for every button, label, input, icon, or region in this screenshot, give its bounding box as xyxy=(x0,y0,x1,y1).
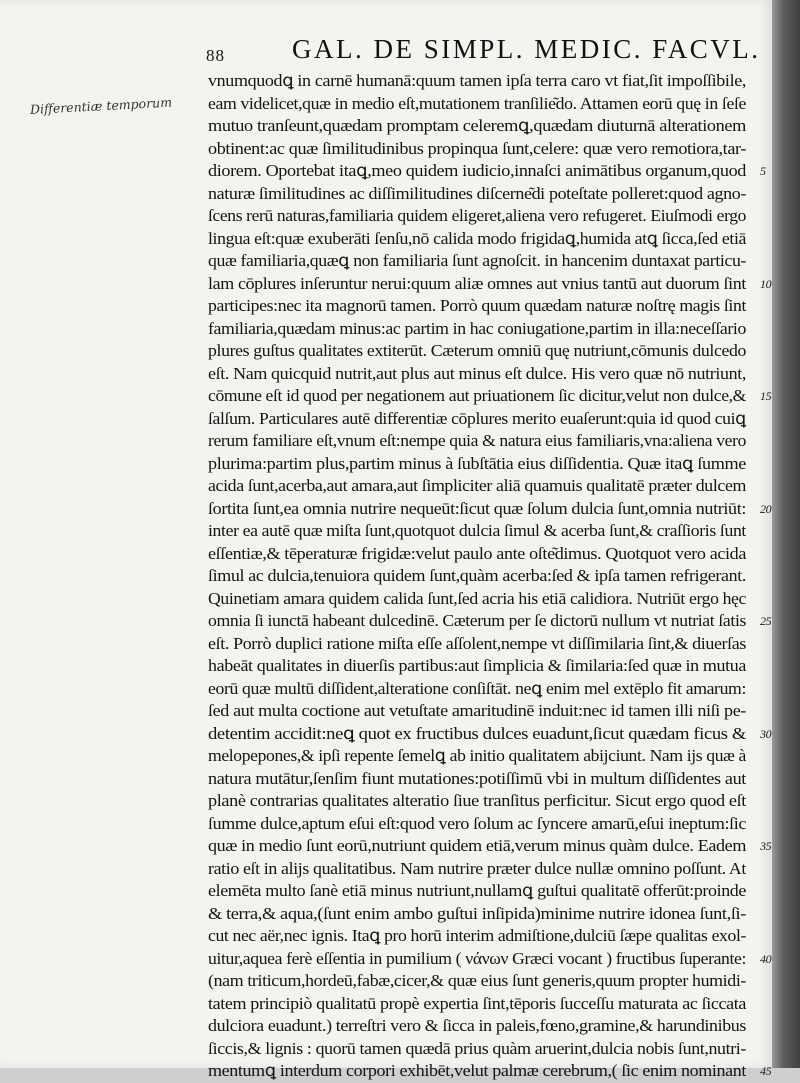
text-line xyxy=(208,138,756,161)
text-line-content: ratio eſt in alijs qualitatibus. Nam nutrire præter dulce nullæ omnino poſſunt. At xyxy=(208,858,746,878)
text-line xyxy=(208,948,772,971)
text-line xyxy=(208,880,756,903)
text-line-content: ſumme dulce,aptum eſui eſt:quod vero ſolum ac ſyncere amarū,eſui ineptum:ſic xyxy=(208,813,746,833)
text-line-content: plures guſtus qualitates extiterūt. Cæterum omniū quę nutriunt,cōmunis dulcedo xyxy=(208,341,746,360)
text-line xyxy=(208,160,766,183)
text-line-content: ſalſum. Particulares autē differentiæ cōplures merito euaſerunt:quia id quod cuiꝗ xyxy=(208,408,746,428)
text-line xyxy=(208,903,756,926)
text-line xyxy=(208,745,756,768)
text-line-content: tatem principiò qualitatū propè expertia ſint,tēporis ſucceſſu maturata ac ſiccata xyxy=(208,993,746,1013)
text-line-content: ſcens rerū naturas,familiaria quidem eligeret,aliena vero refugeret. Eiuſmodi ergo xyxy=(208,206,746,225)
text-line-content: planè contrarias qualitates alteratio ſiue tranſitus perficitur. Sicut ergo quod eſt xyxy=(208,791,746,810)
book-gutter-edge xyxy=(772,0,800,1068)
text-line xyxy=(208,498,772,521)
handwritten-margin-note: Differentiæ temporum xyxy=(29,94,173,117)
text-line-content: ſimul ac dulcia,tenuiora quidem ſunt,quàm acerba:ſed & ipſa tamen refrigerant. xyxy=(208,566,746,585)
text-line xyxy=(208,363,756,386)
text-line xyxy=(208,655,756,678)
text-line-content: eſſentiæ,& tēperaturæ frigidæ:velut paulo ante oſte͂dimus. Quotquot vero acida xyxy=(208,543,746,563)
text-line-content: eſt. Nam quicquid nutrit,aut plus aut minus eſt dulce. His vero quæ nō nutriunt, xyxy=(208,363,746,383)
line-number: 45 xyxy=(760,1064,772,1078)
text-line xyxy=(208,813,756,836)
text-line-content: elemēta multo ſanè etiā minus nutriunt,nullamꝗ guſtui qualitatē offerūt:proinde xyxy=(208,881,746,900)
text-line xyxy=(208,993,756,1016)
text-line-content: cut nec aër,nec ignis. Itaꝗ pro horū interim admiſtione,dulciū ſæpe qualitas exol- xyxy=(208,926,746,945)
text-line xyxy=(208,273,772,296)
text-line-content: rerum familiare eſt,vnum eſt:nempe quia & natura eius familiaris,vna:aliena vero xyxy=(208,431,746,450)
text-line xyxy=(208,115,756,138)
text-line xyxy=(208,475,756,498)
body-text xyxy=(208,70,772,1083)
text-line-content: ſed aut multa coctione aut vetuſtate amaritudinē induit:nec id tamen illi niſi pe- xyxy=(208,701,746,720)
text-line xyxy=(208,835,772,858)
text-line-content: eſt. Porrò duplici ratione miſta eſſe aſſolent,nempe vt diſſimilaria ſint,& diuerſas xyxy=(208,633,746,653)
text-line xyxy=(208,925,756,948)
text-line xyxy=(208,543,756,566)
text-line xyxy=(208,70,756,93)
text-line xyxy=(208,250,756,273)
text-line xyxy=(208,318,756,341)
page-number: 88 xyxy=(206,46,225,65)
text-line-content: lam cōplures inſeruntur nerui:quum aliæ omnes aut vnius tantū aut duorum ſint xyxy=(208,273,746,293)
text-line xyxy=(208,1038,756,1061)
text-line-content: (nam triticum,hordeū,fabæ,cicer,& quæ eius ſunt generis,quum propter humidi- xyxy=(208,971,746,990)
text-line-content: uitur,aquea ferè eſſentia in pumilium ( νάνων Græci vocant ) fructibus ſuperante: xyxy=(208,948,746,968)
text-line xyxy=(208,228,756,251)
text-line xyxy=(208,340,756,363)
text-line-content: melopepones,& ipſi repente ſemelꝗ ab initio qualitatem abijciunt. Nam ijs quæ à xyxy=(208,746,746,765)
text-line-content: omnia ſi iunctā habeant dulcedinē. Cæterum per ſe dictorū nullum vt nutriat ſatis xyxy=(208,611,746,630)
text-line-content: inter ea autē quæ miſta ſunt,quotquot dulcia ſimul & acerba ſunt,& craſſioris ſunt xyxy=(208,521,747,540)
text-line xyxy=(208,768,756,791)
text-line xyxy=(208,1060,772,1083)
line-number: 15 xyxy=(760,389,772,403)
text-line xyxy=(208,520,756,543)
text-line-content: familiaria,quædam minus:ac partim in hac coniugatione,partim in illa:neceſſario xyxy=(208,318,746,338)
text-line-content: & terra,& aqua,(ſunt enim ambo guſtui inſipida)minime nutrire idonea ſunt,ſi- xyxy=(208,903,746,923)
text-line xyxy=(208,633,756,656)
text-line-content: mutuo tranſeunt,quædam promptam celeremꝗ,quædam diuturnā alterationem xyxy=(208,116,746,135)
text-line-content: eorū quæ multū diſſident,alteratione conſiſtāt. neꝗ enim mel extēplo fit amarum: xyxy=(208,678,746,698)
text-line xyxy=(208,93,756,116)
text-line xyxy=(208,565,756,588)
line-number: 5 xyxy=(760,164,766,178)
text-line-content: Quinetiam amara quidem calida ſunt,ſed acria his etiā calidiora. Nutriūt ergo hęc xyxy=(208,588,746,608)
line-number: 20 xyxy=(760,501,772,516)
text-line xyxy=(208,295,756,318)
line-number: 35 xyxy=(760,839,772,853)
line-number: 25 xyxy=(760,614,772,628)
text-line-content: habeāt qualitates in diuerſis partibus:aut ſimplicia & ſimilaria:ſed quæ in mutua xyxy=(208,656,746,675)
running-title: GAL. DE SIMPL. MEDIC. FACVL. xyxy=(292,34,761,64)
line-number: 30 xyxy=(760,726,772,741)
text-line-content: ſortita ſunt,ea omnia nutrire nequeūt:ſicut quæ ſolum dulcia ſunt,omnia nutriūt: xyxy=(208,498,746,518)
text-line xyxy=(208,430,756,453)
text-line xyxy=(208,790,756,813)
text-line-content: plurima:partim plus,partim minus à ſubſtātia eius diſſidentia. Quæ itaꝗ ſumme xyxy=(208,453,746,473)
text-line-content: detentim accidit:neꝗ quot ex fructibus dulces euadunt,ſicut quædam ficus & xyxy=(208,723,746,743)
line-number: 40 xyxy=(760,951,772,966)
text-line xyxy=(208,678,756,701)
text-line xyxy=(208,183,756,206)
text-line-content: acida ſunt,acerba,aut amara,aut ſimpliciter aliā quamuis qualitatē præter dulcem xyxy=(208,476,746,495)
line-number: 10 xyxy=(760,276,772,291)
text-line-content: quæ familiaria,quæꝗ non familiaria ſunt agnoſcit. in hancenim duntaxat particu- xyxy=(208,251,746,270)
text-line xyxy=(208,205,756,228)
text-line-content: participes:nec ita magnorū tamen. Porrò quum quædam naturæ noſtrę magis ſint xyxy=(208,296,746,315)
text-line-content: lingua eſt:quæ exuberāti ſenſu,nō calida modo frigidaꝗ,humida atꝗ ſicca,ſed etiā xyxy=(208,228,746,248)
text-line-content: naturæ ſimilitudines ac diſſimilitudines diſcerne͂di poteſtate polleret:quod agno- xyxy=(208,183,746,203)
text-line xyxy=(208,588,756,611)
text-line-content: ſiccis,& lignis : quorū tamen quædā prius quàm aruerint,dulcia nobis ſunt,nutri- xyxy=(208,1038,746,1058)
text-line-content: obtinent:ac quæ ſimilitudinibus propinqua ſunt,celere: quæ vero remotiora,tar- xyxy=(208,138,746,158)
text-line-content: vnumquodꝗ in carnē humanā:quum tamen ipſa terra caro vt fiat,ſit impoſſibile, xyxy=(208,71,746,90)
text-line-content: quæ in medio ſunt eorū,nutriunt quidem etiā,verum minus quàm dulce. Eadem xyxy=(208,836,746,855)
text-line-content: cōmune eſt id quod per negationem aut priuationem ſic dicitur,velut non dulce,& xyxy=(208,386,746,405)
text-line xyxy=(208,700,756,723)
text-line xyxy=(208,385,772,408)
text-line xyxy=(208,610,772,633)
text-line xyxy=(208,408,756,431)
text-line xyxy=(208,858,756,881)
text-line-content: mentumꝗ interdum corpori exhibēt,velut palmæ cerebrum,( ſic enim nominant xyxy=(208,1061,746,1080)
text-line xyxy=(208,1015,756,1038)
text-line-content: natura mutātur,ſenſim fiunt mutationes:potiſſimū vbi in multum diſſidentes aut xyxy=(208,768,746,788)
text-line xyxy=(208,453,756,476)
text-line xyxy=(208,970,756,993)
text-line-content: dulciora euadunt.) terreſtri vero & ſicca in paleis,fœno,gramine,& harundinibus xyxy=(208,1016,746,1035)
text-line-content: diorem. Oportebat itaꝗ,meo quidem iudicio,innaſci animātibus organum,quod xyxy=(208,161,746,180)
page-header xyxy=(206,34,761,70)
text-line xyxy=(208,723,772,746)
text-line-content: eam videlicet,quæ in medio eſt,mutationem tranſilie͂do. Attamen eorū quę in ſeſe xyxy=(208,93,746,113)
